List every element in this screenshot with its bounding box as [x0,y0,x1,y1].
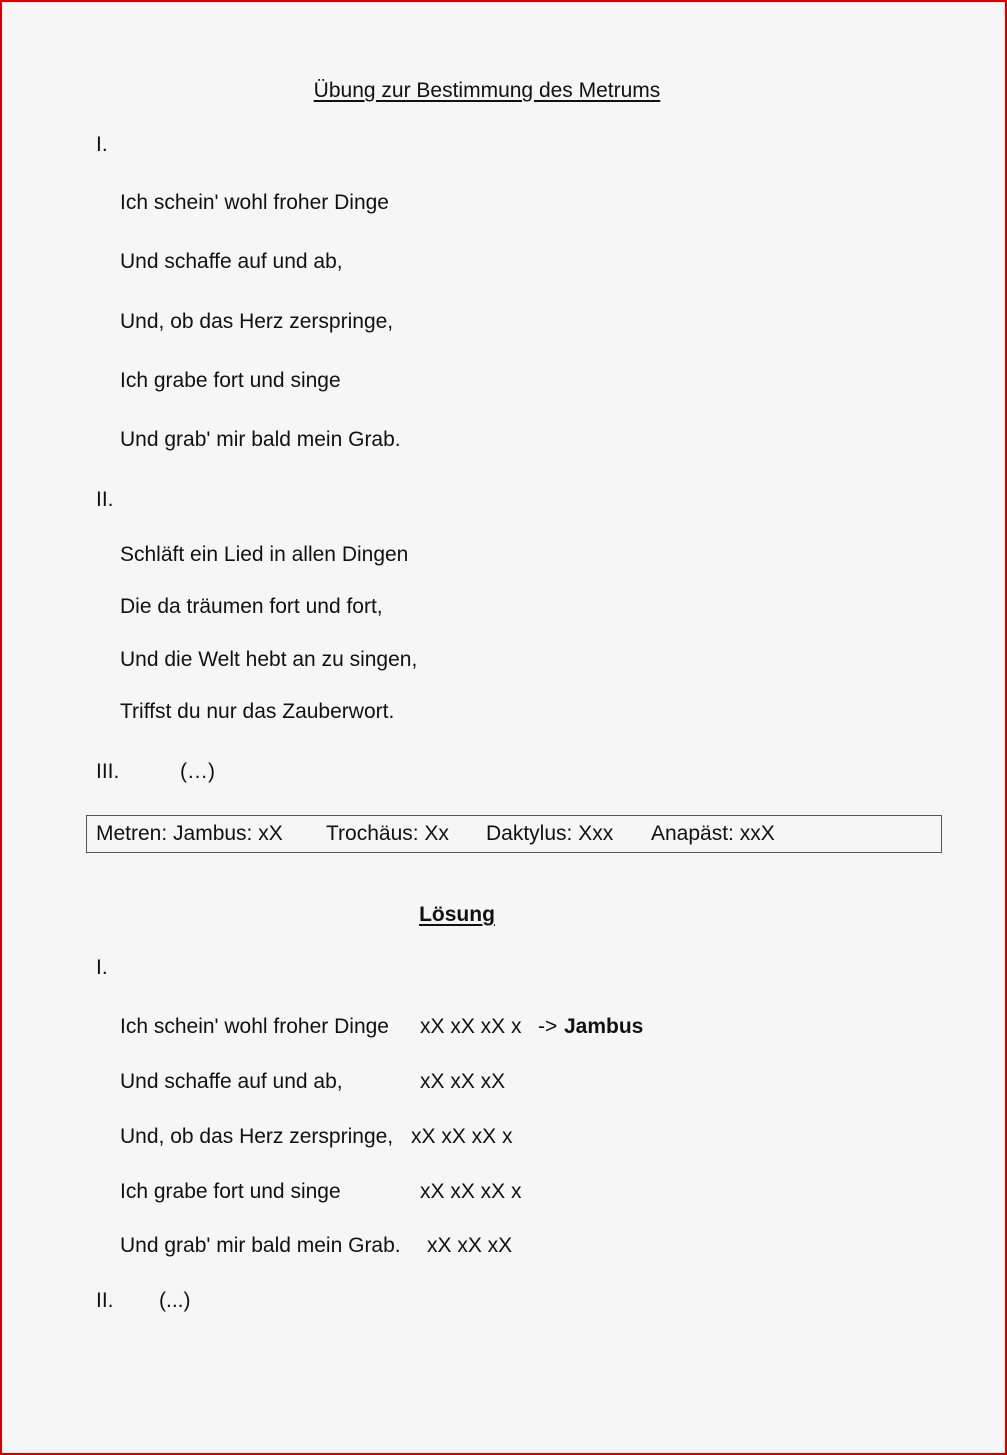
solution-numeral-1: I. [96,956,108,979]
solution-pattern: xX xX xX x [420,1180,522,1203]
solution-pattern: xX xX xX x [411,1125,513,1148]
solution-verse: Und schaffe auf und ab, [120,1070,343,1093]
meter-jambus: Metren: Jambus: xX [96,822,283,845]
verse-line: Ich schein' wohl froher Dinge [120,191,389,214]
meter-anapaest: Anapäst: xxX [651,822,775,845]
arrow-text: -> [538,1015,558,1038]
page-title: Übung zur Bestimmung des Metrums [313,79,661,102]
solution-pattern: xX xX xX [420,1070,506,1093]
section-numeral-2: II. [96,488,114,511]
meter-daktylus: Daktylus: Xxx [486,822,614,845]
ellipsis-text: (...) [159,1289,191,1312]
solution-numeral-2: II. [96,1289,114,1312]
section-numeral-1: I. [96,133,108,156]
solution-verse: Ich schein' wohl froher Dinge [120,1015,389,1038]
solution-pattern: xX xX xX [427,1234,513,1257]
section-numeral-3: III. [96,760,120,783]
verse-line: Ich grabe fort und singe [120,369,341,392]
solution-verse: Und grab' mir bald mein Grab. [120,1234,401,1257]
verse-line: Und schaffe auf und ab, [120,250,343,273]
verse-line: Und die Welt hebt an zu singen, [120,648,418,671]
meter-legend-box [86,815,942,853]
solution-verse: Ich grabe fort und singe [120,1180,341,1203]
verse-line: Und, ob das Herz zerspringe, [120,310,394,333]
meter-trochaeus: Trochäus: Xx [326,822,449,845]
verse-line: Triffst du nur das Zauberwort. [120,700,395,723]
ellipsis-text: (…) [180,760,215,783]
meter-result: Jambus [564,1015,644,1038]
solution-title: Lösung [419,903,495,926]
solution-verse: Und, ob das Herz zerspringe, [120,1125,394,1148]
verse-line: Und grab' mir bald mein Grab. [120,428,401,451]
verse-line: Schläft ein Lied in allen Dingen [120,543,409,566]
solution-pattern: xX xX xX x [420,1015,522,1038]
verse-line: Die da träumen fort und fort, [120,595,383,618]
